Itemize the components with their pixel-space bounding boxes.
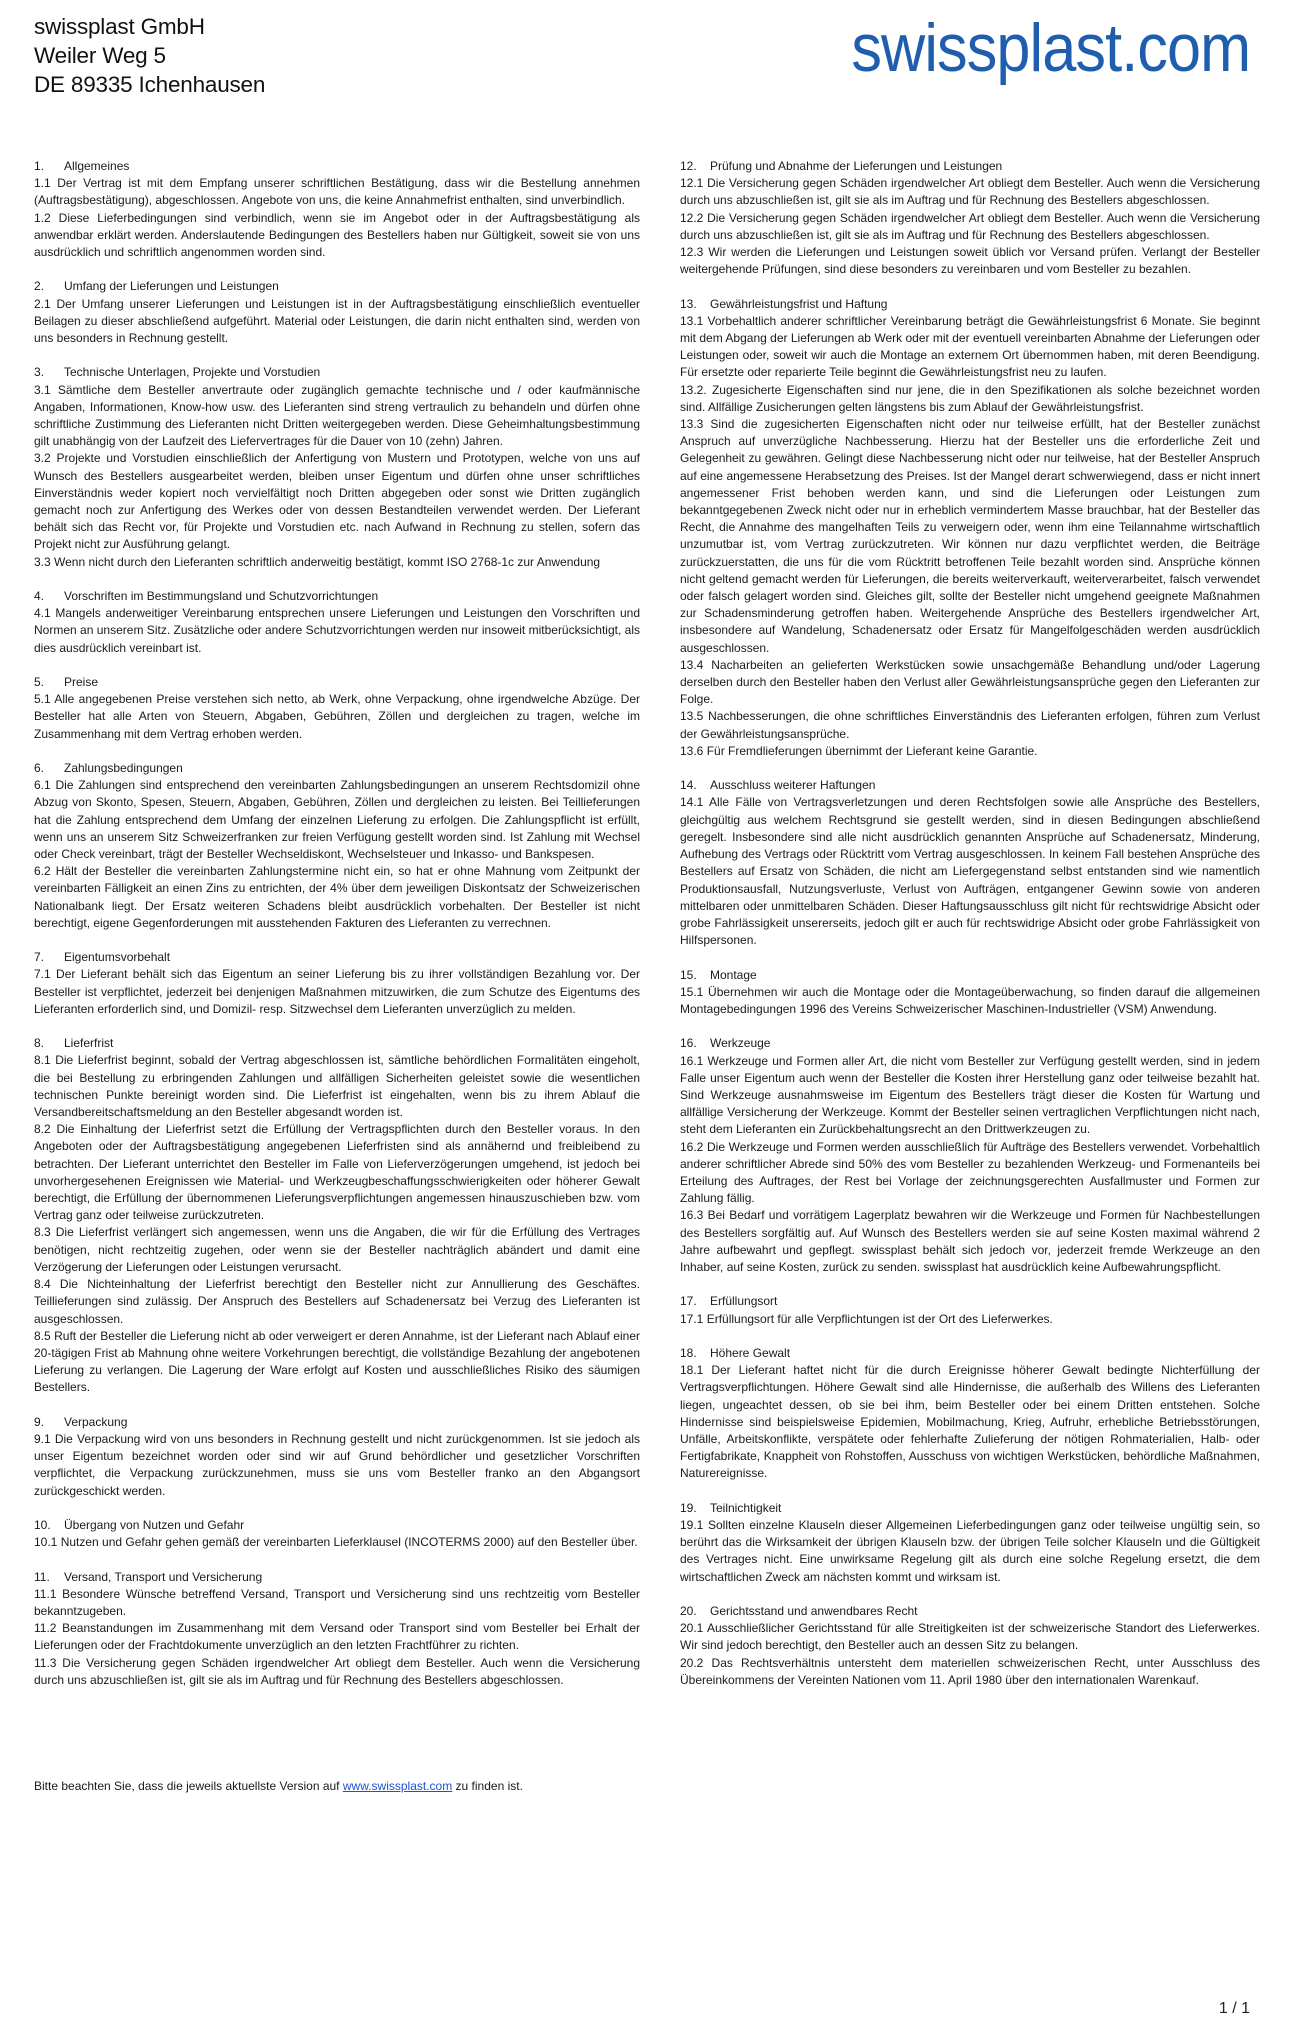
clause-paragraph: 2.1 Der Umfang unserer Lieferungen und Leistungen ist in der Auftragsbestätigung einschließlich eventueller Beilagen zu dieser abschließend aufgeführt. Material oder Leistungen, die darin nicht enthalten sind, werden von uns besonders in Rechnung gestellt. <box>34 296 640 346</box>
clause-section <box>34 1035 640 1396</box>
clause-paragraph: 1.1 Der Vertrag ist mit dem Empfang unserer schriftlichen Bestätigung, dass wir die Bestellung annehmen (Auftragsbestätigung), abgeschlossen. Angebote von uns, die keine Annahmefrist enthalten, sind unverbindlich. <box>34 176 640 208</box>
clause-paragraph: 5.1 Alle angegebenen Preise verstehen sich netto, ab Werk, ohne Verpackung, ohne irgendwelche Abzüge. Der Besteller hat alle Arten von Steuern, Abgaben, Gebühren, Zöllen und dergleichen zu tragen, welche im Zusammenhang mit dem Vertrag erhoben werden. <box>34 692 640 741</box>
clause-number: 1. <box>34 159 45 173</box>
clause-title: Gerichtsstand und anwendbares Recht <box>710 1603 918 1618</box>
clause-number: 11. <box>34 1569 50 1584</box>
clause-paragraph: 13.2. Zugesicherte Eigenschaften sind nur jene, die in den Spezifikationen als solche bezeichnet worden sind. Allfällige Zusicherungen gelten längstens bis zum Ablauf der Gewährleistungsfrist. <box>680 382 1260 414</box>
clause-section <box>680 777 1260 949</box>
clause-section <box>34 760 640 932</box>
clause-title: Allgemeines <box>64 159 130 173</box>
right-column <box>680 158 1260 1706</box>
left-column <box>34 158 640 1706</box>
clause-section <box>680 1500 1260 1586</box>
clause-number: 6. <box>34 761 45 776</box>
clause-title: Höhere Gewalt <box>710 1345 791 1360</box>
clause-number: 17. <box>680 1294 697 1309</box>
clause-title: Umfang der Lieferungen und Leistungen <box>64 279 279 294</box>
page-number: 1 / 1 <box>1218 2000 1250 2017</box>
clause-heading <box>34 1035 640 1052</box>
clause-section <box>34 158 640 261</box>
clause-heading <box>680 1345 1260 1362</box>
clause-heading <box>680 967 1260 984</box>
clause-title: Gewährleistungsfrist und Haftung <box>710 296 888 311</box>
clause-title: Montage <box>710 967 757 982</box>
brand-logo: swissplast.com <box>851 10 1250 86</box>
clause-section <box>34 674 640 743</box>
clause-paragraph: 8.5 Ruft der Besteller die Lieferung nicht ab oder verweigert er deren Annahme, ist der Lieferant nach Ablauf einer 20-tägigen Frist ab Mahnung ohne weitere Vorkehrungen berechtigt, die vollständige Bezahlung der angebotenen Lieferung zu verlangen. Die Lagerung der Ware erfolgt auf Kosten und ausschließliches Risiko des säumigen Bestellers. <box>34 1328 640 1395</box>
clause-paragraph: 10.1 Nutzen und Gefahr gehen gemäß der vereinbarten Lieferklausel (INCOTERMS 2000) auf den Besteller über. <box>34 1535 638 1550</box>
clause-section <box>34 1569 640 1689</box>
clause-number: 3. <box>34 365 45 380</box>
clause-section <box>34 1414 640 1500</box>
clause-paragraph: 12.3 Wir werden die Lieferungen und Leistungen soweit üblich vor Versand prüfen. Verlangt der Besteller weitergehende Prüfungen, sind diese besonders zu vereinbaren und vom Besteller zu bezahlen. <box>680 245 1260 277</box>
clause-title: Technische Unterlagen, Projekte und Vorstudien <box>64 365 321 380</box>
clause-number: 18. <box>680 1345 697 1360</box>
clause-paragraph: 11.2 Beanstandungen im Zusammenhang mit dem Versand oder Transport sind vom Besteller bei Erhalt der Lieferungen oder der Frachtdokumente unverzüglich an den letzten Frachtführer zu richten. <box>34 1621 640 1653</box>
clause-number: 20. <box>680 1603 697 1618</box>
clause-paragraph: 18.1 Der Lieferant haftet nicht für die durch Ereignisse höherer Gewalt bedingte Nichterfüllung der Vertragsverpflichtungen. Höhere Gewalt sind alle Hindernisse, die außerhalb des Willens des Lieferanten liegen, ungeachtet dessen, ob sie bei ihm, beim Besteller oder bei einem Dritten entstehen. Solche Hindernisse sind beispielsweise Epidemien, Mobilmachung, Krieg, Aufruhr, erhebliche Betriebsstörungen, Unfälle, Arbeitskonflikte, verspätete oder fehlerhafte Zulieferung der nötigen Rohmaterialien, Halb- oder Fertigfabrikate, Knappheit von Rohstoffen, Ausschuss von wichtigen Werkstücken, behördliche Maßnahmen, Naturereignisse. <box>680 1363 1260 1481</box>
clause-number: 5. <box>34 675 45 690</box>
clause-paragraph: 8.4 Die Nichteinhaltung der Lieferfrist berechtigt den Besteller nicht zur Annullierung des Geschäftes. Teillieferungen sind zulässig. Der Anspruch des Bestellers auf Schadenersatz bei Verzug des Lieferanten ist ausgeschlossen. <box>34 1277 640 1326</box>
clause-title: Verpackung <box>64 1414 128 1429</box>
clause-number: 2. <box>34 279 45 294</box>
clause-heading <box>680 158 1260 175</box>
clause-title: Lieferfrist <box>64 1036 114 1051</box>
clause-title: Zahlungsbedingungen <box>64 761 183 776</box>
clause-paragraph: 14.1 Alle Fälle von Vertragsverletzungen und deren Rechtsfolgen sowie alle Ansprüche des Bestellers, gleichgültig aus welchem Rechtsgrund sie gestellt werden, sind in diesen Bedingungen abschließend geregelt. Insbesondere sind alle nicht ausdrücklich genannten Ansprüche auf Schadenersatz, Minderung, Aufhebung des Vertrags oder Rücktritt vom Vertrag ausgeschlossen. In keinem Fall bestehen Ansprüche des Bestellers auf Ersatz von Schäden, die nicht am Liefergegenstand selbst entstanden sind wie namentlich Produktionsausfall, Nutzungsverluste, Verlust von Aufträgen, entgangener Gewinn sowie von anderen mittelbaren oder unmittelbaren Schäden. Dieser Haftungsausschluss gilt nicht für rechtswidrige Absicht oder grobe Fahrlässigkeit unsererseits, jedoch gilt er auch für rechtswidrige Absicht oder grobe Fahrlässigkeit von Hilfspersonen. <box>680 795 1260 948</box>
clause-heading <box>34 760 640 777</box>
clause-paragraph: 19.1 Sollten einzelne Klauseln dieser Allgemeinen Lieferbedingungen ganz oder teilweise ungültig sein, so berührt das die Wirksamkeit der übrigen Klauseln bzw. der übrigen Teile solcher Klauseln und die Gültigkeit des Vertrages nicht. Eine unwirksame Regelung gilt als durch eine solche Regelung ersetzt, die dem wirtschaftlichen Zweck am nächsten kommt und wirksam ist. <box>680 1517 1260 1584</box>
clause-number: 10. <box>34 1517 51 1532</box>
clause-title: Teilnichtigkeit <box>710 1500 782 1515</box>
clause-paragraph: 3.1 Sämtliche dem Besteller anvertraute oder zugänglich gemachte technische und / oder kaufmännische Angaben, Informationen, Know-how usw. des Lieferanten sind streng vertraulich zu behandeln und dürfen ohne schriftliche Zustimmung des Lieferanten nicht Dritten weitergegeben werden. Diese Geheimhaltungsbestimmung gilt unabhängig von der Laufzeit des Liefervertrages für die Dauer von 10 (zehn) Jahren. <box>34 382 640 449</box>
clause-paragraph: 13.4 Nacharbeiten an gelieferten Werkstücken sowie unsachgemäße Behandlung und/oder Lagerung derselben durch den Besteller haben den Verlust aller Gewährleistungsansprüche gegen den Lieferanten zur Folge. <box>680 657 1260 707</box>
clause-paragraph: 13.6 Für Fremdlieferungen übernimmt der Lieferant keine Garantie. <box>680 743 1038 758</box>
company-city: DE 89335 Ichenhausen <box>34 72 266 97</box>
footer-note-text-end: zu finden ist. <box>452 1779 523 1793</box>
clause-section <box>680 1603 1260 1689</box>
clause-section <box>680 158 1260 278</box>
clause-heading <box>34 674 640 691</box>
clause-paragraph: 11.3 Die Versicherung gegen Schäden irgendwelcher Art obliegt dem Besteller. Auch wenn die Versicherung durch uns abzuschließen ist, gilt sie als im Auftrag und für Rechnung des Bestellers abgeschlossen. <box>34 1655 640 1687</box>
clause-paragraph: 15.1 Übernehmen wir auch die Montage oder die Montageüberwachung, so finden darauf die allgemeinen Montagebedingungen 1996 des Vereins Schweizerischer Maschinen-Industrieller (VSM) Anwendung. <box>680 984 1260 1016</box>
clause-number: 9. <box>34 1414 45 1429</box>
clause-heading <box>680 1500 1260 1517</box>
clause-paragraph: 13.1 Vorbehaltlich anderer schriftlicher Vereinbarung beträgt die Gewährleistungsfrist 6 Monate. Sie beginnt mit dem Abgang der Lieferungen ab Werk oder mit der eventuell vereinbarten Abnahme der Lieferungen oder Leistungen oder, soweit wir auch die Montage an externem Ort übernommen haben, mit deren Beendigung. Für ersetzte oder reparierte Teile beginnt die Gewährleistungsfrist neu zu laufen. <box>680 313 1260 380</box>
clause-title: Ausschluss weiterer Haftungen <box>710 778 876 793</box>
clause-section <box>34 588 640 657</box>
clause-paragraph: 12.1 Die Versicherung gegen Schäden irgendwelcher Art obliegt dem Besteller. Auch wenn die Versicherung durch uns abzuschließen ist, gilt sie als im Auftrag und für Rechnung des Bestellers abgeschlossen. <box>680 176 1260 208</box>
clause-section <box>34 949 640 1018</box>
clause-section <box>34 278 640 347</box>
clause-title: Eigentumsvorbehalt <box>64 950 171 965</box>
clause-heading <box>34 1517 640 1534</box>
clause-heading <box>680 777 1260 794</box>
clause-paragraph: 3.3 Wenn nicht durch den Lieferanten schriftlich anderweitig bestätigt, kommt ISO 2768-1c zur Anwendung <box>34 554 601 569</box>
clause-paragraph: 11.1 Besondere Wünsche betreffend Versand, Transport und Versicherung sind uns rechtzeitig vom Besteller bekanntzugeben. <box>34 1586 640 1618</box>
clause-number: 13. <box>680 296 697 311</box>
clause-heading <box>680 1293 1260 1310</box>
clause-number: 19. <box>680 1500 697 1515</box>
clause-paragraph: 1.2 Diese Lieferbedingungen sind verbindlich, wenn sie im Angebot oder in der Auftragsbestätigung als anwendbar erklärt werden. Anderslautende Bedingungen des Bestellers haben nur Gültigkeit, soweit sie von uns ausdrücklich und schriftlich angenommen worden sind. <box>34 210 640 260</box>
clause-number: 12. <box>680 159 697 173</box>
company-street: Weiler Weg 5 <box>34 43 166 68</box>
clause-heading <box>34 278 640 295</box>
clause-heading <box>34 158 640 175</box>
clause-paragraph: 8.3 Die Lieferfrist verlängert sich angemessen, wenn uns die Angaben, die wir für die Erfüllung des Vertrages benötigen, nicht rechtzeitig zugehen, oder wenn sie der Besteller nachträglich abändert und damit eine Verzögerung der Lieferungen oder Leistungen verursacht. <box>34 1225 640 1274</box>
clause-number: 14. <box>680 778 697 793</box>
clause-heading <box>34 588 640 605</box>
clause-section <box>34 1517 640 1551</box>
clause-section <box>680 1345 1260 1483</box>
clause-number: 8. <box>34 1036 45 1051</box>
clause-paragraph: 20.1 Ausschließlicher Gerichtsstand für alle Streitigkeiten ist der schweizerische Standort des Lieferwerkes. Wir sind jedoch berechtigt, den Besteller auch an dessen Sitz zu belangen. <box>680 1621 1260 1653</box>
clause-section <box>680 1035 1260 1276</box>
clause-paragraph: 20.2 Das Rechtsverhältnis untersteht dem materiellen schweizerischen Recht, unter Ausschluss des Übereinkommens der Vereinten Nationen vom 11. April 1980 über den internationalen Warenkauf. <box>680 1655 1260 1687</box>
clause-paragraph: 7.1 Der Lieferant behält sich das Eigentum an seiner Lieferung bis zu ihrer vollständigen Bezahlung vor. Der Besteller ist verpflichtet, jederzeit bei denjenigen Maßnahmen mitzuwirken, die zum Schutze des Eigentums des Lieferanten erforderlich sind, und Domizil- resp. Sitzwechsel dem Lieferanten unverzüglich zu melden. <box>34 967 640 1016</box>
clause-title: Erfüllungsort <box>710 1294 778 1309</box>
footer-note-text: Bitte beachten Sie, dass die jeweils aktuellste Version auf <box>34 1779 343 1793</box>
clause-heading <box>680 1035 1260 1052</box>
clause-section <box>34 364 640 570</box>
clause-paragraph: 17.1 Erfüllungsort für alle Verpflichtungen ist der Ort des Lieferwerkes. <box>680 1311 1053 1326</box>
clause-paragraph: 8.2 Die Einhaltung der Lieferfrist setzt die Erfüllung der Vertragspflichten durch den Besteller voraus. In den Angeboten oder der Auftragsbestätigung angegebenen Lieferfristen sind als annähernd und freibleibend zu betrachten. Der Lieferant unterrichtet den Besteller im Falle von Lieferverzögerungen umgehend, ist jedoch bei unvorhergesehenen Ereignissen wie Material- und Werkzeugbeschaffungsschwierigkeiten oder höherer Gewalt berechtigt, die Erfüllung der übernommenen Lieferungsverpflichtungen angemessen hinauszuschieben bzw. vom Vertrag ganz oder teilweise zurückzutreten. <box>34 1122 640 1223</box>
clause-title: Preise <box>64 675 99 690</box>
clause-heading <box>34 949 640 966</box>
letterhead <box>34 12 265 99</box>
footer-note <box>34 1778 654 1795</box>
clause-number: 7. <box>34 950 45 965</box>
clause-paragraph: 16.3 Bei Bedarf und vorrätigem Lagerplatz bewahren wir die Werkzeuge und Formen für Nachbestellungen des Bestellers sorgfältig auf. Auf Wunsch des Bestellers werden sie auf seine Kosten maximal während 2 Jahre aufbewahrt und gepflegt. swissplast behält sich jedoch vor, jederzeit fremde Werkzeuge an den Inhaber, auf seine Kosten, zurück zu senden. swissplast hat ausdrücklich keine Aufbewahrungspflicht. <box>680 1208 1260 1274</box>
clause-paragraph: 8.1 Die Lieferfrist beginnt, sobald der Vertrag abgeschlossen ist, sämtliche behördlichen Formalitäten eingeholt, die bei Bestellung zu erbringenden Zahlungen und allfälligen Sicherheiten geleistet sowie die wesentlichen technischen Punkte bereinigt worden sind. Die Lieferfrist ist eingehalten, wenn bis zu ihrem Ablauf die Versandbereitschaftsmeldung an den Besteller abgesandt worden ist. <box>34 1053 640 1120</box>
clause-paragraph: 13.5 Nachbesserungen, die ohne schriftliches Einverständnis des Lieferanten erfolgen, führen zum Verlust der Gewährleistungsansprüche. <box>680 709 1260 741</box>
clause-title: Übergang von Nutzen und Gefahr <box>64 1517 245 1532</box>
clause-paragraph: 6.1 Die Zahlungen sind entsprechend den vereinbarten Zahlungsbedingungen an unserem Rechtsdomizil ohne Abzug von Skonto, Spesen, Steuern, Abgaben, Gebühren, Zöllen und dergleichen zu leisten. Bei Teillieferungen hat die Zahlung entsprechend dem Umfang der einzelnen Lieferung zu erfolgen. Die Zahlungspflicht ist erfüllt, wenn uns an unserem Sitz Schweizerfranken zur freien Verfügung gestellt worden sind. Ist Zahlung mit Wechsel oder Check vereinbart, trägt der Besteller Wechseldiskont, Wechselsteuer und Inkasso- und Bankspesen. <box>34 778 640 862</box>
clause-paragraph: 16.1 Werkzeuge und Formen aller Art, die nicht vom Besteller zur Verfügung gestellt werden, sind in jedem Falle unser Eigentum auch wenn der Besteller die Kosten ihrer Herstellung ganz oder teilweise bezahlt hat. Sind Werkzeuge ausnahmsweise im Eigentum des Bestellers trägt dieser die Kosten für Wartung und allfällige Versicherung der Werkzeuge. Kommt der Besteller seinen vertraglichen Verpflichtungen nicht nach, steht dem Lieferanten ein Zurückbehaltungsrecht an den Drittwerkzeugen zu. <box>680 1053 1260 1137</box>
clause-section <box>680 296 1260 760</box>
clause-paragraph: 4.1 Mangels anderweitiger Vereinbarung entsprechen unsere Lieferungen und Leistungen den Vorschriften und Normen an unserem Sitz. Zusätzliche oder andere Schutzvorrichtungen werden nur insoweit mitberücksichtigt, als dies ausdrücklich vereinbart ist. <box>34 606 640 655</box>
clause-paragraph: 3.2 Projekte und Vorstudien einschließlich der Anfertigung von Mustern und Prototypen, welche von uns auf Wunsch des Bestellers ausgearbeitet werden, bleiben unser Eigentum und dürfen ohne unser schriftliches Einverständnis weder kopiert noch vervielfältigt noch Dritten abgegeben oder sonst wie Dritten zugänglich gemacht noch zur Anfertigung des Werkes oder von dessen Bestandteilen verwendet werden. Der Lieferant behält sich das Recht vor, für Projekte und Vorstudien etc. nach Aufwand in Rechnung zu stellen, sofern das Projekt nicht zur Ausführung gelangt. <box>34 451 640 552</box>
clause-number: 16. <box>680 1036 697 1051</box>
website-link[interactable]: www.swissplast.com <box>342 1779 453 1793</box>
clause-title: Vorschriften im Bestimmungsland und Schutzvorrichtungen <box>64 589 379 604</box>
clause-title: Prüfung und Abnahme der Lieferungen und Leistungen <box>710 159 1003 173</box>
clause-paragraph: 6.2 Hält der Besteller die vereinbarten Zahlungstermine nicht ein, so hat er ohne Mahnung vom Zeitpunkt der vereinbarten Fälligkeit an einen Zins zu entrichten, der 4% über dem jeweiligen Diskontsatz der Schweizerischen Nationalbank liegt. Der Ersatz weiteren Schadens bleibt ausdrücklich vorbehalten. Der Besteller ist nicht berechtigt, eigene Gegenforderungen mit ausstehenden Fakturen des Lieferanten zu verrechnen. <box>34 864 640 930</box>
clause-number: 4. <box>34 589 45 604</box>
clause-number: 15. <box>680 967 697 982</box>
clause-title: Werkzeuge <box>710 1036 771 1051</box>
clause-paragraph: 13.3 Sind die zugesicherten Eigenschaften nicht oder nur teilweise erfüllt, hat der Besteller zunächst Anspruch auf unverzügliche Nachbesserung. Hierzu hat der Besteller uns die erforderliche Zeit und Gelegenheit zu gewähren. Gelingt diese Nachbesserung nicht oder nur teilweise, hat der Besteller Anspruch auf eine angemessene Herabsetzung des Preises. Ist der Mangel derart schwerwiegend, dass er nicht innert angemessener Frist behoben werden kann, und sind die Lieferungen oder Leistungen zum bekanntgegebenen Zweck nicht oder nur in erheblich vermindertem Masse brauchbar, hat der Besteller das Recht, die Annahme des mangelhaften Teils zu verweigern oder, wenn ihm eine Teilannahme wirtschaftlich unzumutbar ist, vom Vertrag zurückzutreten. Wir können nur dazu verpflichtet werden, die Beiträge zurückzuerstatten, die uns für die vom Rücktritt betroffenen Teile bezahlt worden sind. Ansprüche können nicht geltend gemacht werden für Lieferungen, die bereits weiterverkauft, weiterverarbeitet, falsch verwendet oder falsch gelagert worden sind. Gleiches gilt, sollte der Besteller nicht umgehend geeignete Maßnahmen zur Schadensminderung getroffen haben. Weitergehende Ansprüche des Bestellers irgendwelcher Art, insbesondere auf Wandelung, Schadenersatz oder Ersatz für Mangelfolgeschäden werden ausdrücklich ausgeschlossen. <box>680 417 1260 655</box>
clause-section <box>680 1293 1260 1327</box>
clause-heading <box>34 1569 640 1586</box>
clause-heading <box>34 1414 640 1431</box>
clause-heading <box>680 296 1260 313</box>
clause-heading <box>34 364 640 381</box>
company-name: swissplast GmbH <box>34 14 205 39</box>
clause-paragraph: 9.1 Die Verpackung wird von uns besonders in Rechnung gestellt und nicht zurückgenommen. Ist sie jedoch als unser Eigentum bezeichnet worden oder sind wir auf Grund behördlicher und gesetzlicher Vorschriften verpflichtet, die Verpackung zurückzunehmen, muss sie uns vom Besteller franko an den Abgangsort zurückgeschickt werden. <box>34 1431 640 1498</box>
clause-paragraph: 16.2 Die Werkzeuge und Formen werden ausschließlich für Aufträge des Bestellers verwendet. Vorbehaltlich anderer schriftlicher Abrede sind 50% des vom Besteller zu bezahlenden Werkzeug- und Formenanteils bei Erteilung des Auftrages, der Rest bei Vorlage der zeichnungsgerechten Ausfallmuster und Formen zur Zahlung fällig. <box>680 1139 1260 1206</box>
clause-title: Versand, Transport und Versicherung <box>64 1569 263 1584</box>
clause-section <box>680 967 1260 1019</box>
clause-paragraph: 12.2 Die Versicherung gegen Schäden irgendwelcher Art obliegt dem Besteller. Auch wenn die Versicherung durch uns abzuschließen ist, gilt sie als im Auftrag und für Rechnung des Bestellers abgeschlossen. <box>680 210 1260 242</box>
clause-heading <box>680 1603 1260 1620</box>
